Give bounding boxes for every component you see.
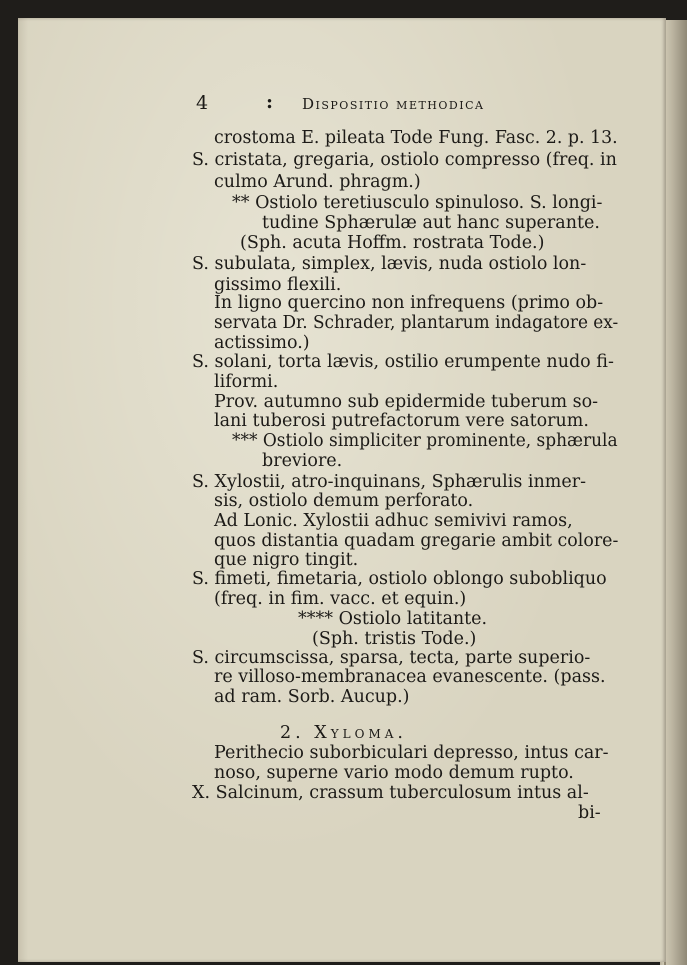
- text-line: Prov. autumno sub epidermide tuberum so-: [214, 392, 599, 412]
- text-line: X. Salcinum, crassum tuberculosum intus al-: [192, 783, 589, 803]
- text-line: (Sph. tristis Tode.): [312, 629, 477, 649]
- text-line: noso, superne vario modo demum rupto.: [214, 763, 574, 783]
- text-line: S. fimeti, fimetaria, ostiolo oblongo subobliquo: [192, 569, 607, 589]
- text-line: bi-: [578, 803, 601, 823]
- text-line: (freq. in fim. vacc. et equin.): [214, 589, 467, 609]
- text-line: culmo Arund. phragm.): [214, 172, 421, 192]
- text-line: S. solani, torta lævis, ostilio erumpente nudo fi-: [192, 352, 614, 372]
- text-line: gissimo flexili.: [214, 275, 342, 295]
- text-line: ad ram. Sorb. Aucup.): [214, 687, 410, 707]
- text-line: **** Ostiolo latitante.: [298, 609, 488, 629]
- text-line: *** Ostiolo simpliciter prominente, sphærula: [232, 431, 618, 451]
- section-heading: 2. Xyloma.: [280, 723, 407, 743]
- text-line: Ad Lonic. Xylostii adhuc semivivi ramos,: [214, 511, 573, 531]
- text-line: (Sph. acuta Hoffm. rostrata Tode.): [240, 233, 545, 253]
- text-line: servata Dr. Schrader, plantarum indagatore ex-: [214, 313, 619, 333]
- text-line: lani tuberosi putrefactorum vere satorum.: [214, 411, 589, 431]
- text-line: sis, ostiolo demum perforato.: [214, 491, 474, 511]
- text-line: Perithecio suborbiculari depresso, intus car-: [214, 743, 609, 763]
- text-line: actissimo.): [214, 333, 310, 353]
- running-title: Dispositio methodica: [302, 95, 485, 113]
- text-line: quos distantia quadam gregarie ambit colore-: [214, 531, 619, 551]
- text-line: S. circumscissa, sparsa, tecta, parte superio-: [192, 648, 591, 668]
- running-header: [196, 92, 516, 116]
- header-ornament: :: [266, 91, 275, 113]
- text-line: S. subulata, simplex, lævis, nuda ostiolo lon-: [192, 254, 587, 274]
- text-line: re villoso-membranacea evanescente. (pass.: [214, 667, 606, 687]
- text-line: S. Xylostii, atro-inquinans, Sphærulis inmer-: [192, 472, 586, 492]
- text-line: breviore.: [262, 451, 343, 471]
- text-line: In ligno quercino non infrequens (primo ob-: [214, 293, 604, 313]
- text-line: crostoma E. pileata Tode Fung. Fasc. 2. p. 13.: [214, 128, 618, 148]
- text-line: liformi.: [214, 372, 279, 392]
- text-line: tudine Sphærulæ aut hanc superante.: [262, 213, 600, 233]
- text-line: S. cristata, gregaria, ostiolo compresso (freq. in: [192, 150, 617, 170]
- text-line: ** Ostiolo teretiusculo spinuloso. S. longi-: [232, 193, 603, 213]
- page-number: 4: [196, 92, 210, 114]
- text-line: que nigro tingit.: [214, 550, 359, 570]
